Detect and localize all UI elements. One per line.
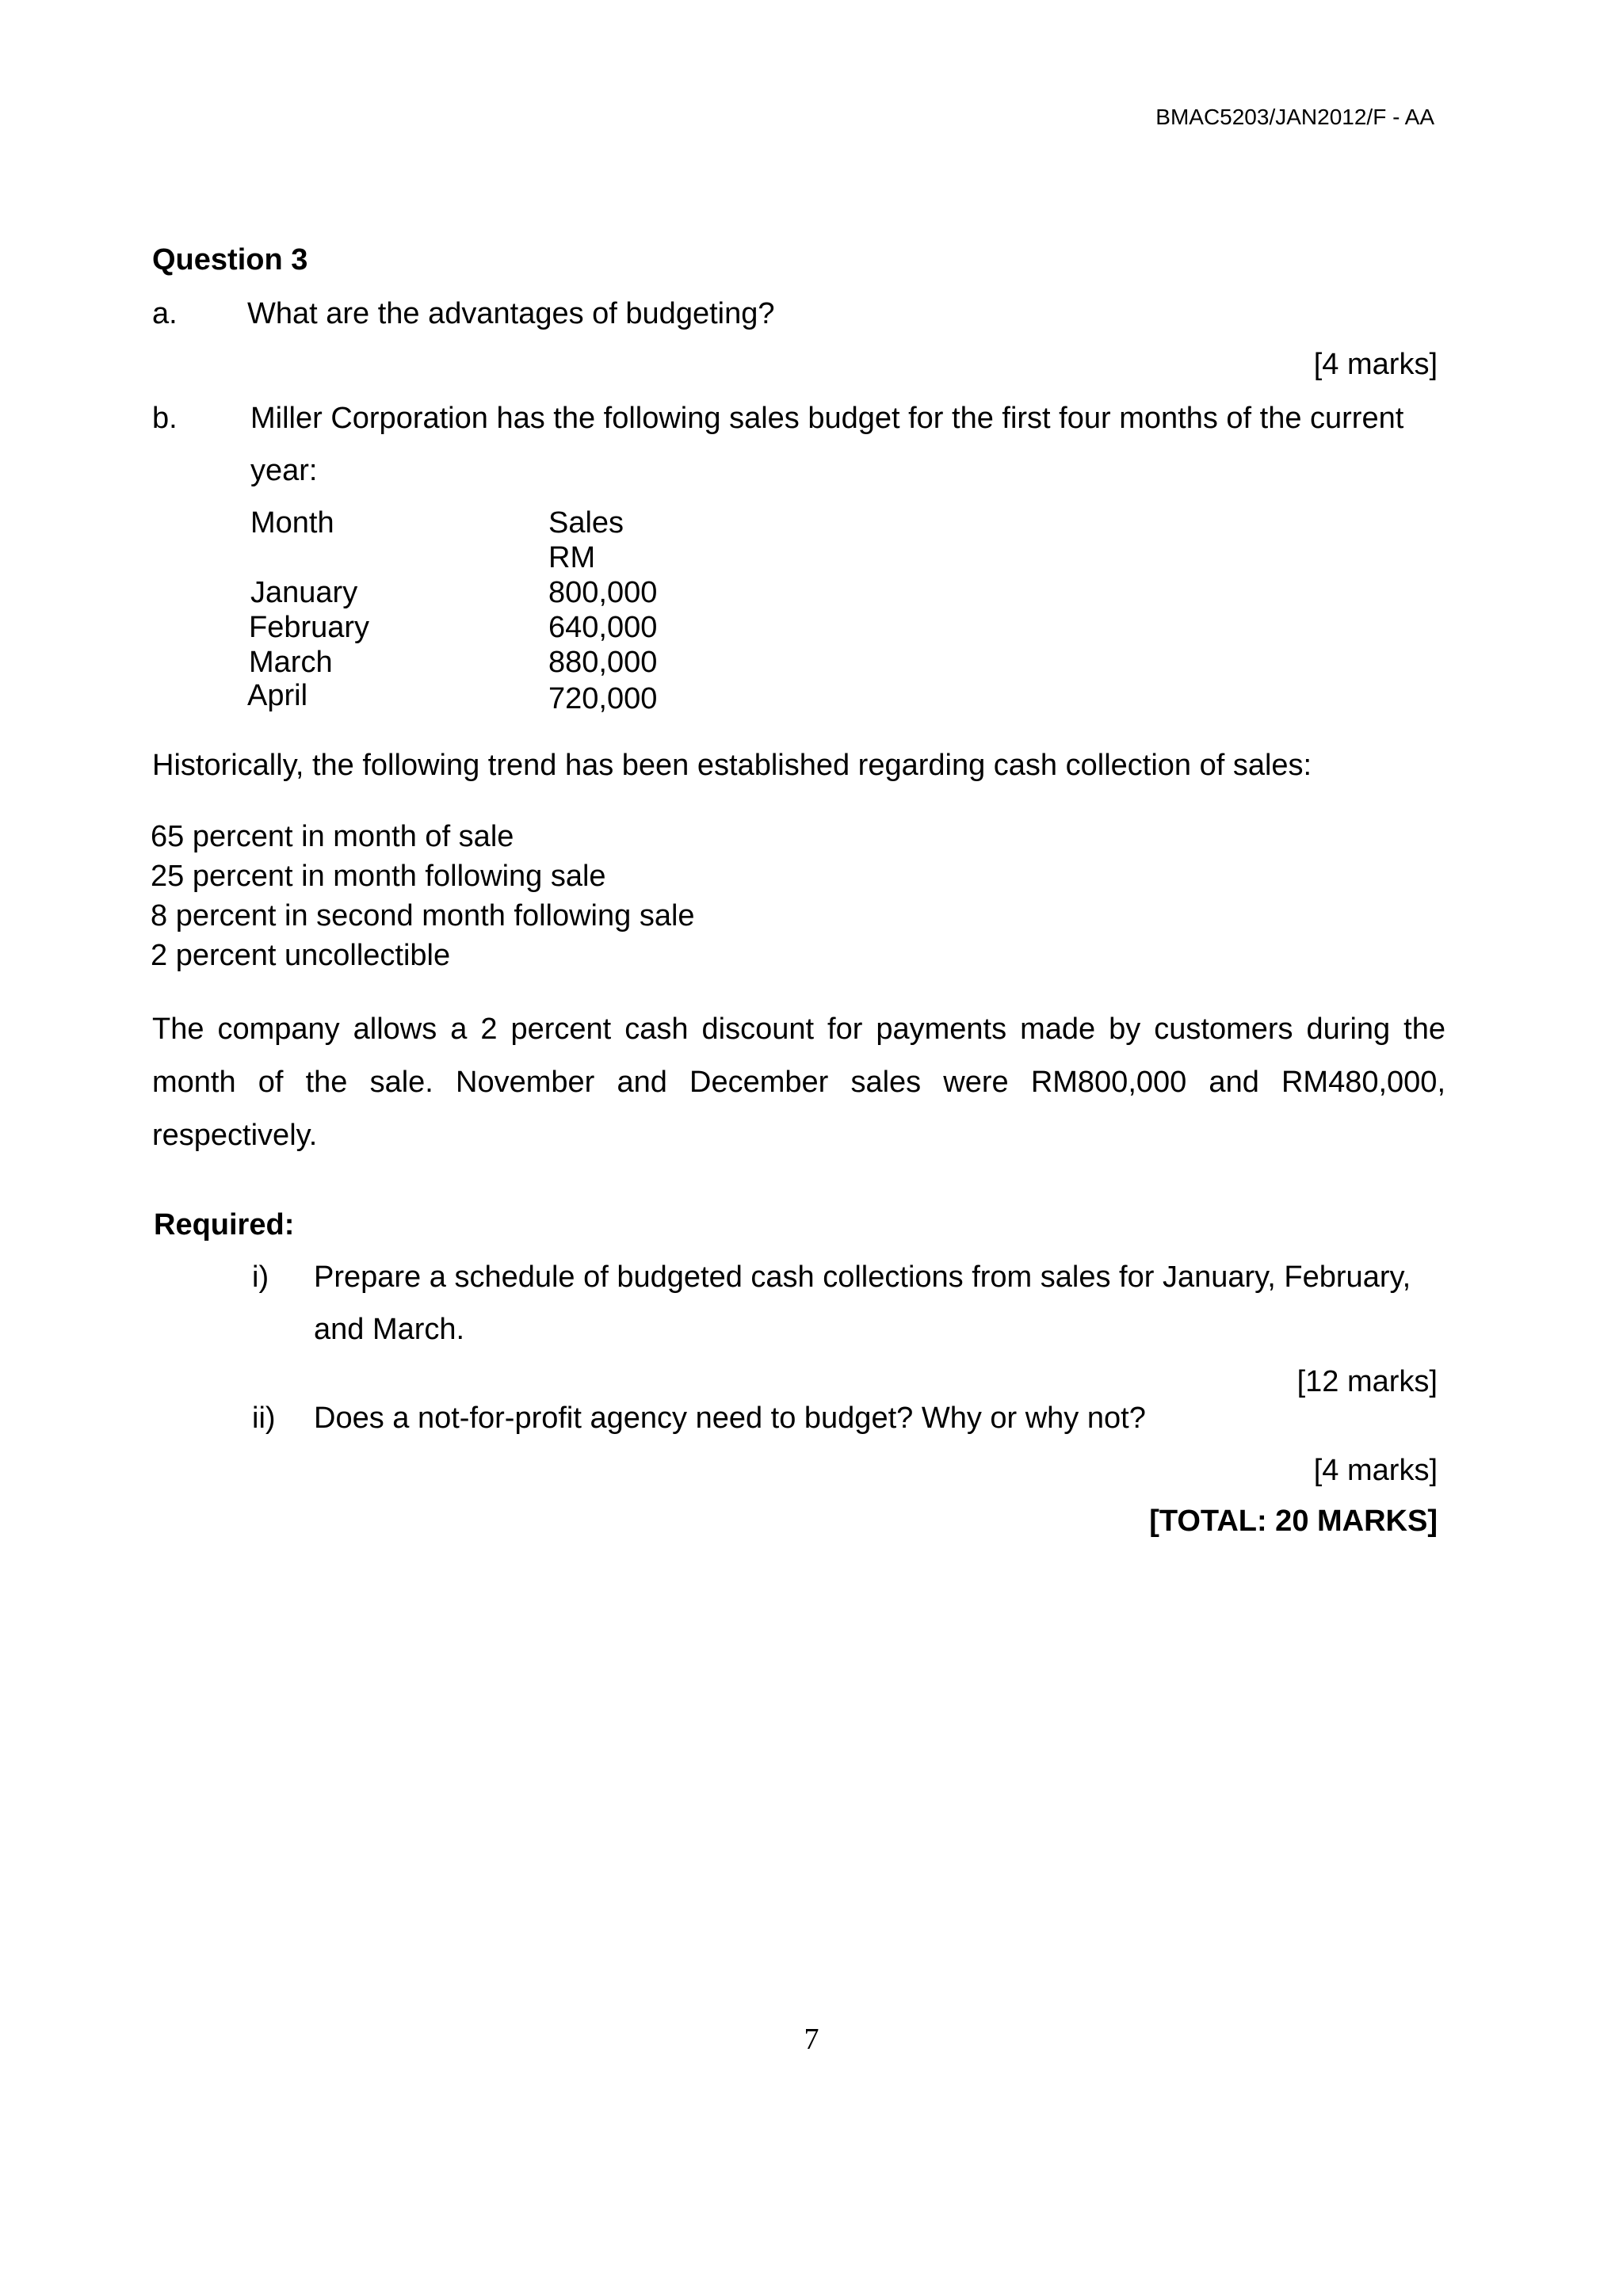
table-row-sales: 800,000: [548, 576, 658, 609]
required-item-i-marks: [12 marks]: [1296, 1365, 1438, 1398]
total-marks: [TOTAL: 20 MARKS]: [1149, 1505, 1438, 1538]
table-row-month: February: [249, 611, 370, 644]
required-heading: Required:: [154, 1208, 295, 1241]
required-item-i-line2: and March.: [314, 1313, 465, 1346]
part-a-text: What are the advantages of budgeting?: [247, 297, 775, 330]
table-row-month: April: [247, 679, 308, 712]
table-header-month: Month: [250, 506, 334, 540]
table-row-sales: 640,000: [548, 611, 658, 644]
list-item: 8 percent in second month following sale: [151, 899, 695, 933]
required-item-i-line1: Prepare a schedule of budgeted cash collections from sales for January, February,: [314, 1261, 1411, 1294]
table-row-month: March: [249, 646, 333, 679]
table-row-sales: 880,000: [548, 646, 658, 679]
part-a-marks: [4 marks]: [1313, 348, 1438, 381]
table-header-sales: Sales: [548, 506, 624, 540]
required-item-ii-label: ii): [252, 1402, 276, 1435]
list-item: 25 percent in month following sale: [151, 860, 606, 893]
list-item: 65 percent in month of sale: [151, 820, 514, 853]
part-b-text-line1: Miller Corporation has the following sales budget for the first four months of the current: [250, 402, 1404, 435]
required-item-ii-line1: Does a not-for-profit agency need to budget? Why or why not?: [314, 1402, 1146, 1435]
question-title: Question 3: [152, 243, 308, 277]
table-row-sales: 720,000: [548, 682, 658, 715]
part-b-label: b.: [152, 402, 178, 435]
required-item-i-label: i): [252, 1261, 269, 1294]
table-row-month: January: [250, 576, 358, 609]
page-number: 7: [804, 2023, 819, 2056]
list-item: 2 percent uncollectible: [151, 939, 451, 972]
part-a-label: a.: [152, 297, 178, 330]
discount-paragraph: The company allows a 2 percent cash discount for payments made by customers during the month of the sale. November and December sales were RM800,000 and RM480,000, respectively.: [152, 1013, 1445, 1152]
document-code: BMAC5203/JAN2012/F - AA: [1155, 105, 1434, 129]
table-header-unit: RM: [548, 541, 596, 574]
trend-intro: Historically, the following trend has been established regarding cash collection of sales:: [152, 749, 1312, 782]
required-item-ii-marks: [4 marks]: [1313, 1454, 1438, 1487]
part-b-text-line2: year:: [250, 454, 318, 487]
